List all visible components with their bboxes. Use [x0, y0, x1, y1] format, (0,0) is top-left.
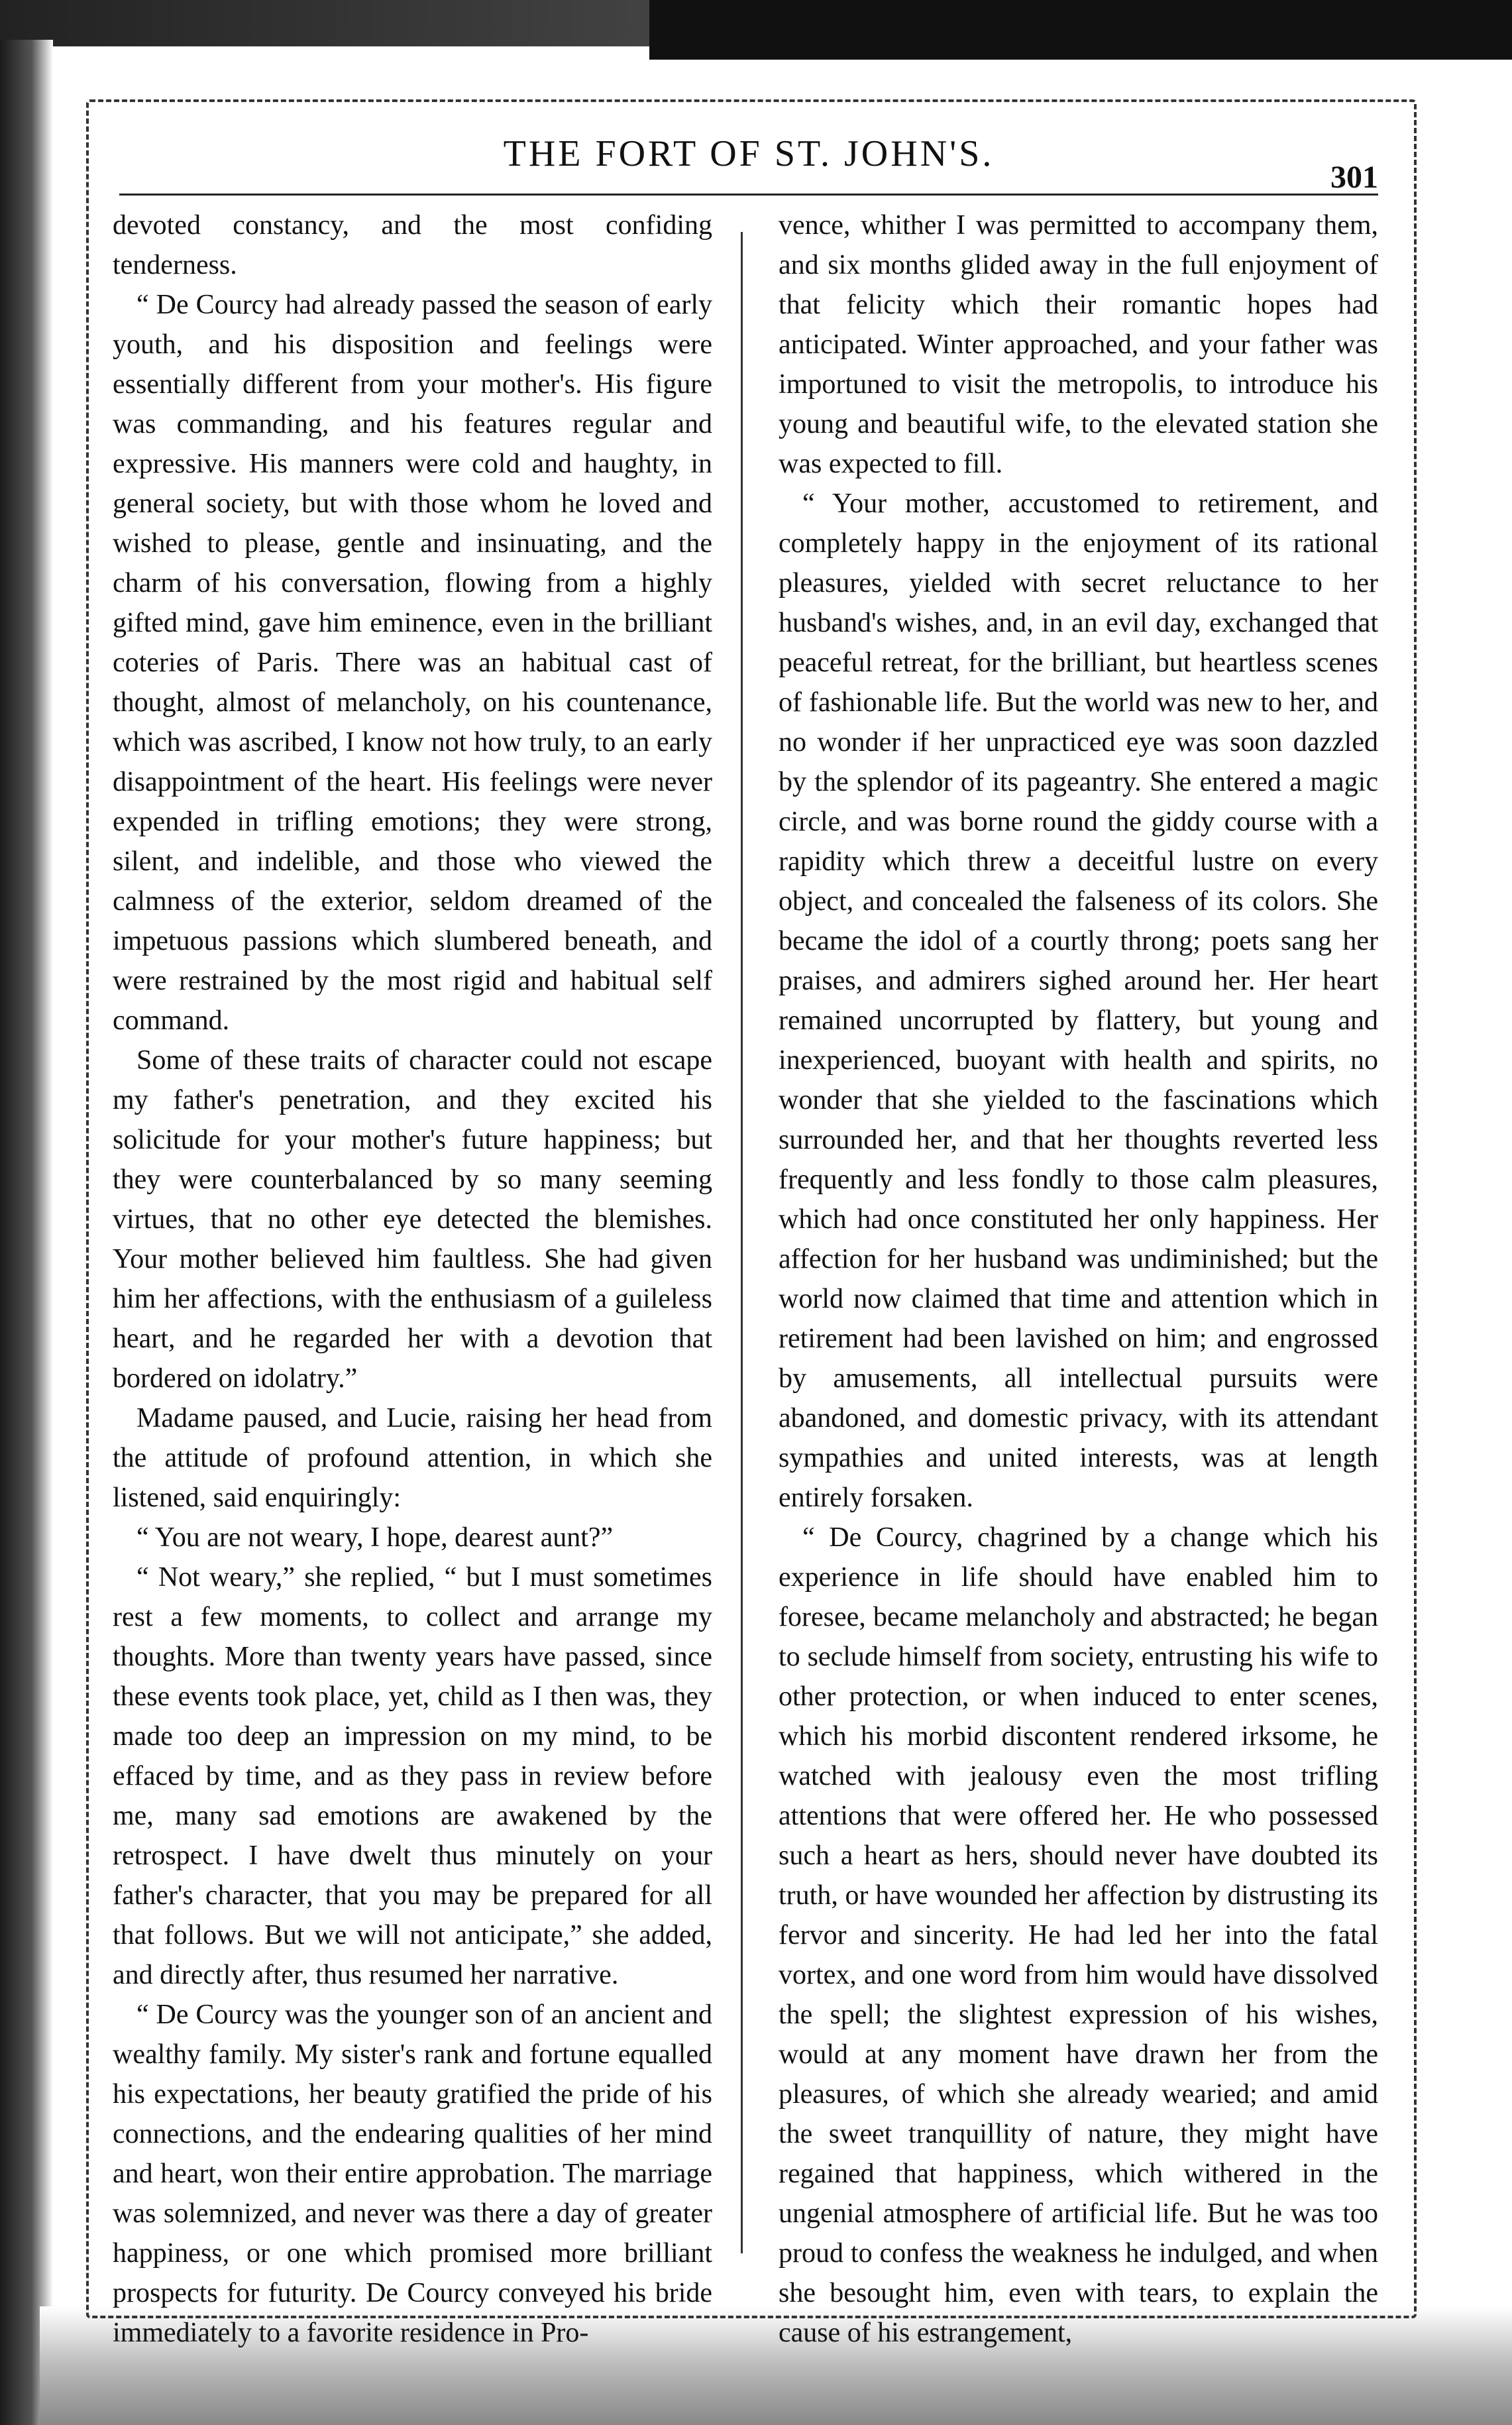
scan-left-edge [0, 40, 53, 2425]
page-header [119, 133, 1378, 195]
paragraph: “ Not weary,” she replied, “ but I must sometimes rest a few moments, to collect and arrange my thoughts. More than twenty years have passed, since these events took place, yet, child as I then was, they made too deep an impression on my mind, to be effaced by time, and as they pass in review before me, many sad emotions are awakened by the retrospect. I have dwelt thus minutely on your father's character, that you may be prepared for all that follows. But we will not anticipate,” she added, and directly after, thus resumed her narrative. [113, 1562, 712, 1990]
header-rule [119, 194, 1378, 196]
paragraph: devoted constancy, and the most confiding tenderness. [113, 210, 712, 280]
paragraph: “ Your mother, accustomed to retirement, and completely happy in the enjoyment of its rational pleasures, yielded with secret reluctance to her husband's wishes, and, in an evil day, exchanged that peaceful retreat, for the brilliant, but heartless scenes of fashionable life. But the world was new to her, and no wonder if her unpracticed eye was soon dazzled by the splendor of its pageantry. She entered a magic circle, and was borne round the giddy course with a rapidity which threw a deceitful lustre on every object, and concealed the falseness of its colors. She became the idol of a courtly throng; poets sang her praises, and admirers sighed around her. Her heart remained uncorrupted by flattery, but young and inexperienced, buoyant with health and spirits, no wonder that she yielded to the fascinations which surrounded her, and that her thoughts reverted less frequently and less fondly to those calm pleasures, which had once constituted her only happiness. Her affection for her husband was undiminished; but the world now claimed that time and attention which in retirement had been lavished on him; and engrossed by amusements, all intellectual pursuits were abandoned, and domestic privacy, with its attendant sympathies and united interests, was at length entirely forsaken. [779, 488, 1378, 1513]
paragraph: Madame paused, and Lucie, raising her head from the attitude of profound attention, in which she listened, said enquiringly: [113, 1403, 712, 1513]
paragraph: vence, whither I was permitted to accompany them, and six months glided away in the full enjoyment of that felicity which their romantic hopes had anticipated. Winter approached, and your father was importuned to visit the metropolis, to introduce his young and beautiful wife, to the elevated station she was expected to fill. [779, 210, 1378, 479]
paragraph: “ De Courcy, chagrined by a change which his experience in life should have enabled him to foresee, became melancholy and abstracted; he began to seclude himself from society, entrusting his wife to other protection, or when induced to enter scenes, which his morbid discontent rendered irksome, he watched with jealousy even the most trifling attentions that were offered her. He who possessed such a heart as hers, should never have doubted its truth, or have wounded her affection by distrusting its fervor and sincerity. He had led her into the fatal vortex, and one word from him would have dissolved the spell; the slightest expression of his wishes, would at any moment have drawn her from the pleasures, of which she already wearied; and amid the sweet tranquillity of nature, they might have regained that happiness, which withered in the ungenial atmosphere of artificial life. But he was too proud to confess the weakness he indulged, and when she besought him, even with tears, to explain the cause of his estrangement, [779, 1522, 1378, 2348]
scan-top-edge [0, 0, 1512, 46]
paragraph: “ De Courcy was the younger son of an ancient and wealthy family. My sister's rank and fortune equalled his expectations, her beauty gratified the pride of his connections, and the endearing qualities of her mind and heart, won their entire approbation. The marriage was solemnized, and never was there a day of greater happiness, or one which promised more brilliant prospects for futurity. De Courcy conveyed his bride immediately to a favorite residence in Pro- [113, 2000, 712, 2348]
right-column [779, 205, 1378, 2348]
left-column [113, 205, 712, 2348]
page-number: 301 [1330, 160, 1378, 195]
running-head: THE FORT OF ST. JOHN'S. [503, 133, 995, 174]
paragraph: “ You are not weary, I hope, dearest aunt?” [136, 1522, 614, 1553]
paragraph: “ De Courcy had already passed the season of early youth, and his disposition and feelings were essentially different from your mother's. His figure was commanding, and his features regular and expressive. His manners were cold and haughty, in general society, but with those whom he loved and wished to please, gentle and insinuating, and the charm of his conversation, flowing from a highly gifted mind, gave him eminence, even in the brilliant coteries of Paris. There was an habitual cast of thought, almost of melancholy, on his countenance, which was ascribed, I know not how truly, to an early disappointment of the heart. His feelings were never expended in trifling emotions; they were strong, silent, and indelible, and those who viewed the calmness of the exterior, seldom dreamed of the impetuous passions which slumbered beneath, and were restrained by the most rigid and habitual self command. [113, 290, 712, 1036]
text-columns [113, 205, 1378, 2348]
column-divider [741, 232, 743, 2253]
paragraph: Some of these traits of character could not escape my father's penetration, and they excited his solicitude for your mother's future happiness; but they were counterbalanced by so many seeming virtues, that no other eye detected the blemishes. Your mother believed him faultless. She had given him her affections, with the enthusiasm of a guileless heart, and he regarded her with a devotion that bordered on idolatry.” [113, 1045, 712, 1394]
